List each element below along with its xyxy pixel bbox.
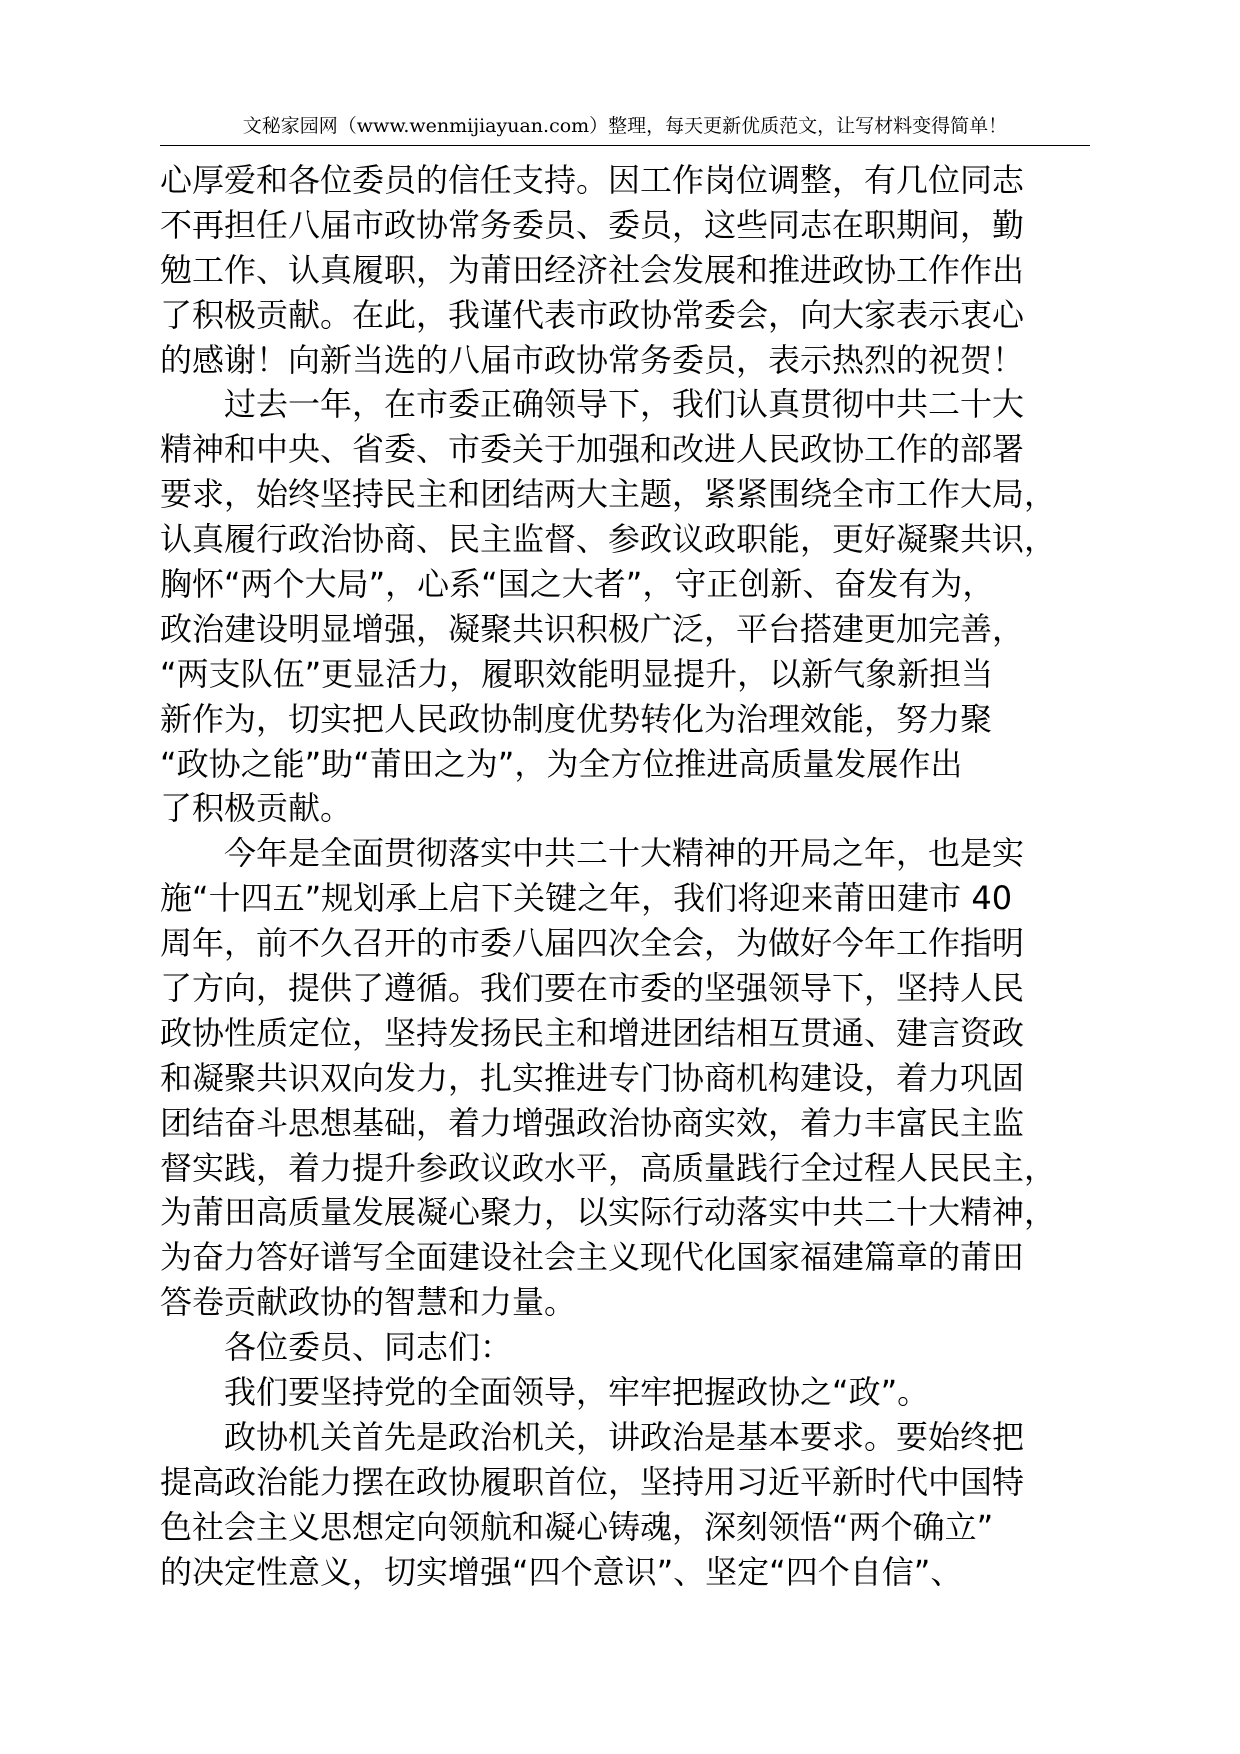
text-line: 勉工作、认真履职，为莆田经济社会发展和推进政协工作作出 <box>160 250 1025 289</box>
page-header: 文秘家园网（www.wenmijiayuan.com）整理，每天更新优质范文，让写材料变得简单！ <box>242 115 1008 137</box>
text-line: 要求，始终坚持民主和团结两大主题，紧紧围绕全市工作大局， <box>160 475 1057 514</box>
text-line: 政治建设明显增强，凝聚共识积极广泛，平台搭建更加完善， <box>160 609 1025 648</box>
text-line: 了积极贡献。在此，我谨代表市政协常委会，向大家表示衷心 <box>160 295 1025 334</box>
text-line: 和凝聚共识双向发力，扎实推进专门协商机构建设，着力巩固 <box>160 1058 1025 1097</box>
text-line: 为奋力答好谱写全面建设社会主义现代化国家福建篇章的莆田 <box>160 1238 1025 1277</box>
text-line: 提高政治能力摆在政协履职首位，坚持用习近平新时代中国特 <box>160 1462 1025 1501</box>
text-line: 的感谢！向新当选的八届市政协常务委员，表示热烈的祝贺！ <box>160 340 1025 379</box>
body-text <box>160 158 1120 1595</box>
text-line: 精神和中央、省委、市委关于加强和改进人民政协工作的部署 <box>160 430 1025 469</box>
text-line: 胸怀“两个大局”，心系“国之大者”，守正创新、奋发有为， <box>160 565 995 604</box>
text-line: 政协机关首先是政治机关，讲政治是基本要求。要始终把 <box>160 1417 1025 1456</box>
text-line: 答卷贡献政协的智慧和力量。 <box>160 1283 577 1322</box>
text-line: 认真履行政治协商、民主监督、参政议政职能，更好凝聚共识， <box>160 520 1057 559</box>
text-line: 政协性质定位，坚持发扬民主和增进团结相互贯通、建言资政 <box>160 1013 1025 1052</box>
text-line: 了方向，提供了遵循。我们要在市委的坚强领导下，坚持人民 <box>160 969 1025 1008</box>
text-line: “政协之能”助“莆田之为”，为全方位推进高质量发展作出 <box>160 744 963 783</box>
text-line: 团结奋斗思想基础，着力增强政治协商实效，着力丰富民主监 <box>160 1103 1025 1142</box>
text-line: 督实践，着力提升参政议政水平，高质量践行全过程人民民主， <box>160 1148 1057 1187</box>
text-line: 各位委员、同志们： <box>160 1328 513 1367</box>
text-line: 的决定性意义，切实增强“四个意识”、坚定“四个自信”、 <box>160 1552 963 1591</box>
text-line: 施“十四五”规划承上启下关键之年，我们将迎来莆田建市 40 <box>160 879 1013 918</box>
text-line: 今年是全面贯彻落实中共二十大精神的开局之年，也是实 <box>160 834 1025 873</box>
text-line: 心厚爱和各位委员的信任支持。因工作岗位调整，有几位同志 <box>160 161 1025 199</box>
text-line: 我们要坚持党的全面领导，牢牢把握政协之“政”。 <box>160 1373 930 1412</box>
text-line: 为莆田高质量发展凝心聚力，以实际行动落实中共二十大精神， <box>160 1193 1057 1232</box>
text-line: “两支队伍”更显活力，履职效能明显提升，以新气象新担当 <box>160 654 994 693</box>
text-line: 新作为，切实把人民政协制度优势转化为治理效能，努力聚 <box>160 699 993 738</box>
text-line: 过去一年，在市委正确领导下，我们认真贯彻中共二十大 <box>160 385 1025 424</box>
header-divider <box>160 145 1090 146</box>
text-line: 色社会主义思想定向领航和凝心铸魂，深刻领悟“两个确立” <box>160 1507 994 1546</box>
text-line: 了积极贡献。 <box>160 789 353 828</box>
text-line: 周年，前不久召开的市委八届四次全会，为做好今年工作指明 <box>160 924 1025 963</box>
text-line: 不再担任八届市政协常务委员、委员，这些同志在职期间，勤 <box>160 205 1025 244</box>
